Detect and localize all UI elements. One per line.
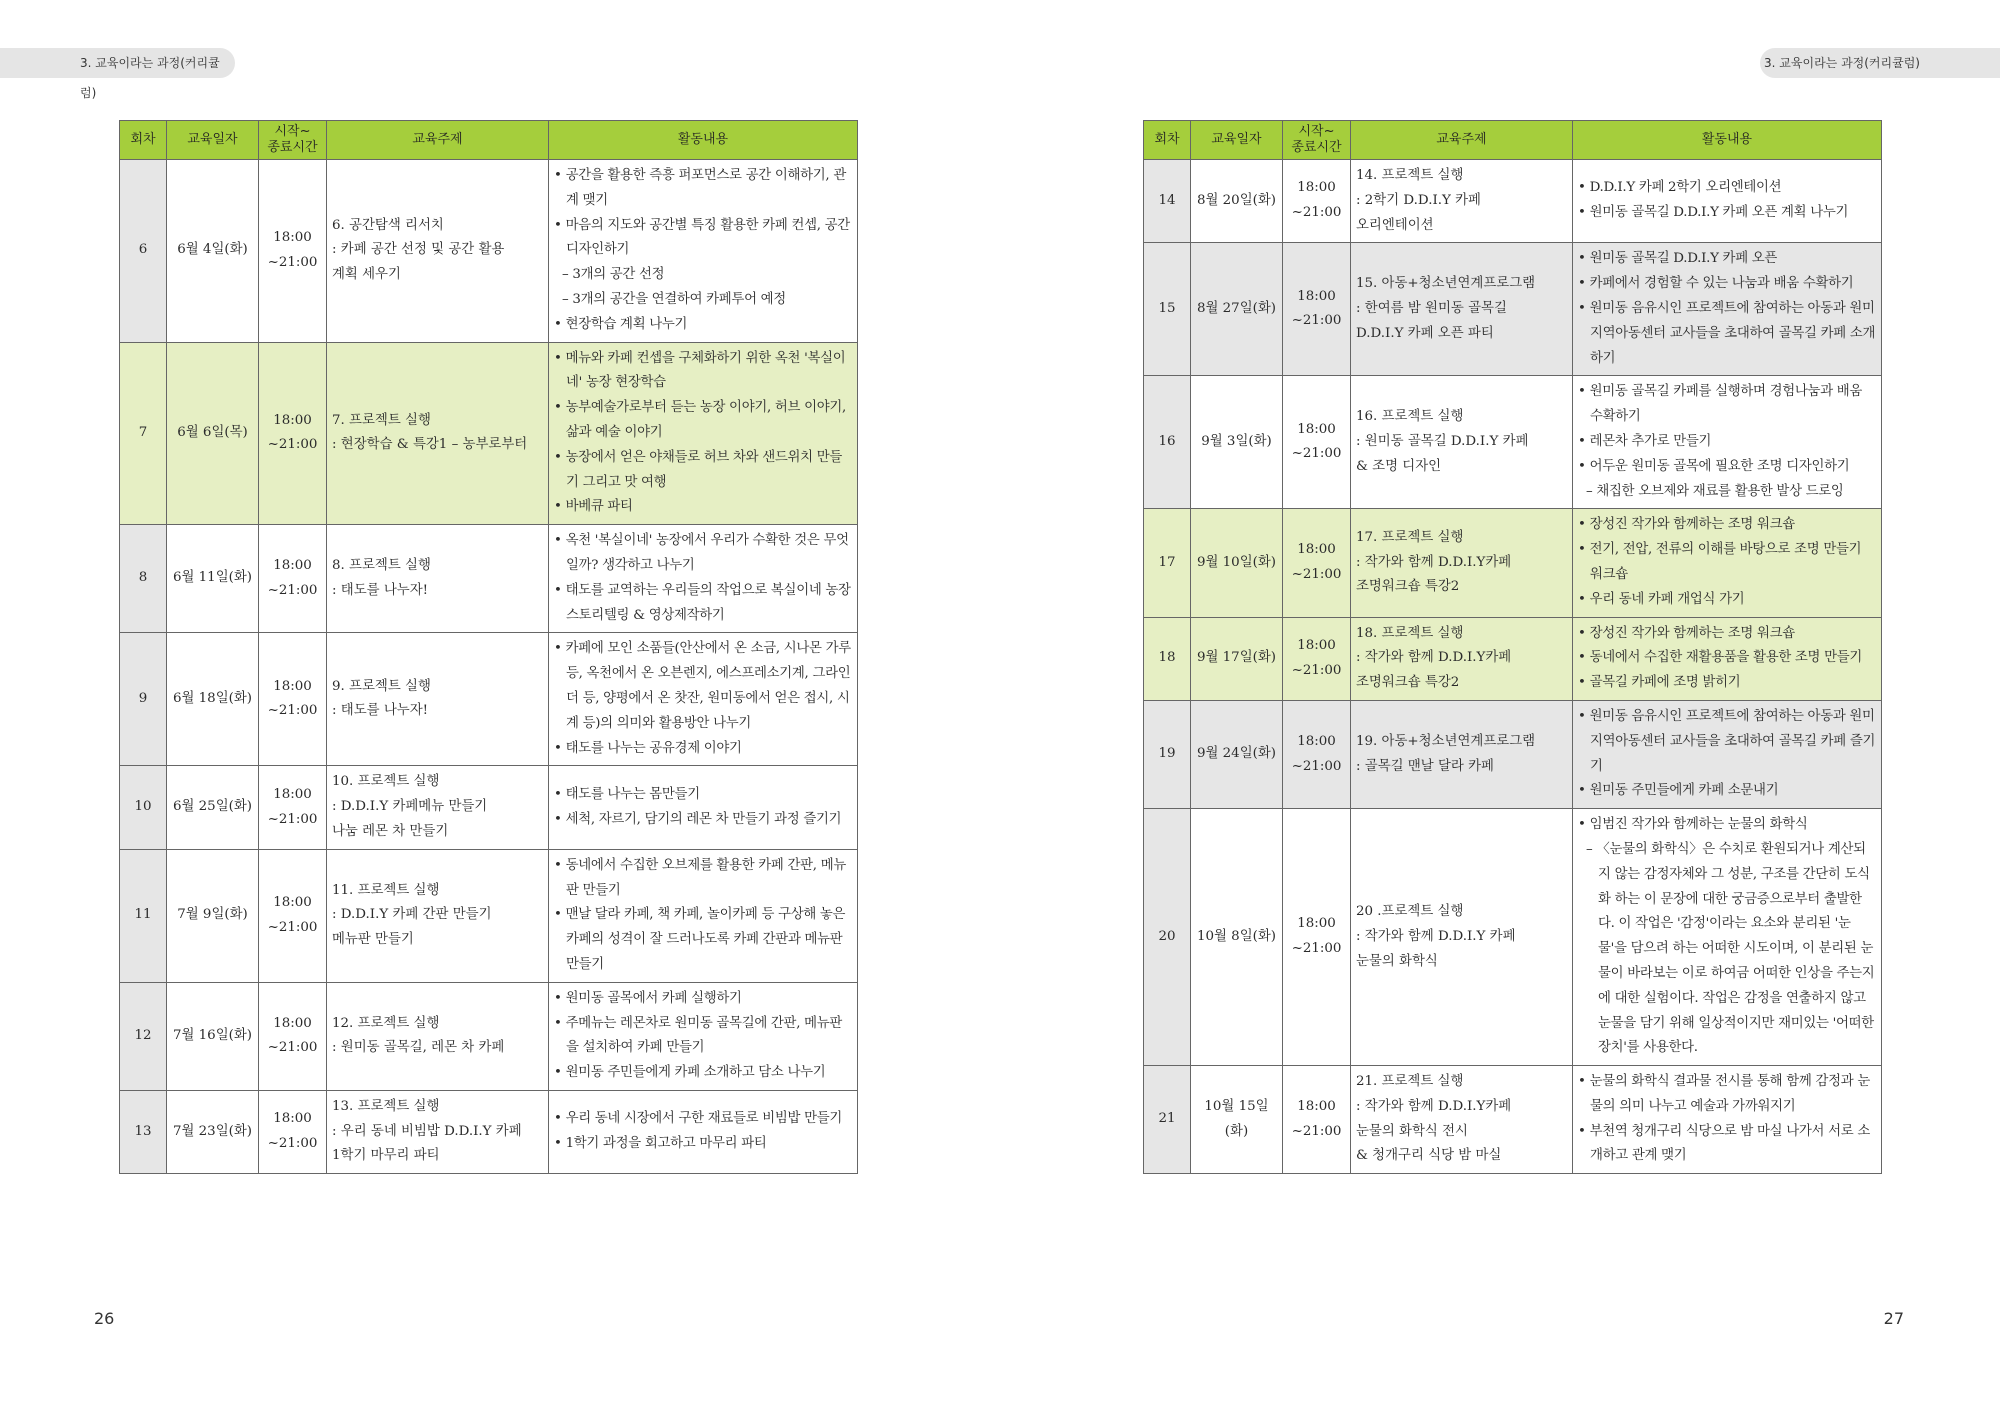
activity-item: • 맨날 달라 카페, 책 카페, 놀이카페 등 구상해 놓은 카페의 성격이 잘 드러나도록 카페 간판과 메뉴판 만들기 (554, 903, 852, 977)
session-time (259, 525, 327, 633)
session-topic: 7. 프로젝트 실행 : 현장학습 & 특강1 – 농부로부터 (327, 342, 549, 525)
activity-item: • 카페에 모인 소품들(안산에서 온 소금, 시나몬 가루 등, 옥천에서 온 오븐렌지, 에스프레소기계, 그라인더 등, 양평에서 온 찻잔, 원미동에서 얻은 접시, 시계 등)의 의미와 활용방안 나누기 (554, 637, 852, 736)
session-topic: 13. 프로젝트 실행 : 우리 동네 비빔밥 D.D.I.Y 카페 1학기 마무리 파티 (327, 1090, 549, 1173)
activity-item: • 동네에서 수집한 오브제를 활용한 카페 간판, 메뉴판 만들기 (554, 854, 852, 904)
col-activity: 활동내용 (1573, 121, 1882, 160)
activity-list (1578, 176, 1876, 226)
table-row (1144, 1066, 1882, 1174)
session-activities (1573, 617, 1882, 700)
session-time (1283, 617, 1351, 700)
session-topic: 21. 프로젝트 실행 : 작가와 함께 D.D.I.Y카페 눈물의 화학식 전시 & 청개구리 식당 밤 마실 (1351, 1066, 1573, 1174)
time-line: ~21:00 (267, 1040, 318, 1056)
session-topic: 14. 프로젝트 실행 : 2학기 D.D.I.Y 카페 오리엔테이션 (1351, 160, 1573, 243)
table-row (1144, 700, 1882, 808)
page-number-right: 27 (1883, 1309, 1904, 1328)
activity-item: • 동네에서 수집한 재활용품을 활용한 조명 만들기 (1578, 646, 1876, 671)
activity-item: • 마음의 지도와 공간별 특징 활용한 카페 컨셉, 공간 디자인하기 (554, 214, 852, 264)
activity-item: • 태도를 나누는 공유경제 이야기 (554, 737, 852, 762)
session-time (1283, 243, 1351, 376)
time-line: 18:00 (273, 1015, 312, 1031)
session-number: 13 (120, 1090, 167, 1173)
session-time (1283, 376, 1351, 509)
session-activities (1573, 243, 1882, 376)
table-row (1144, 509, 1882, 617)
session-activities (1573, 376, 1882, 509)
col-session: 회차 (1144, 121, 1191, 160)
session-time (259, 342, 327, 525)
session-date: 6월 25일(화) (167, 766, 259, 849)
activity-item: • 주메뉴는 레몬차로 원미동 골목길에 간판, 메뉴판을 설치하여 카페 만들기 (554, 1012, 852, 1062)
activity-list (554, 347, 852, 521)
activity-list (1578, 813, 1876, 1061)
activity-item: • 원미동 주민들에게 카페 소문내기 (1578, 779, 1876, 804)
session-date: 6월 6일(목) (167, 342, 259, 525)
session-number: 11 (120, 849, 167, 982)
session-number: 16 (1144, 376, 1191, 509)
time-line: ~21:00 (267, 254, 318, 270)
session-date: 10월 15일(화) (1191, 1066, 1283, 1174)
time-line: 18:00 (273, 412, 312, 428)
session-activities (549, 633, 858, 766)
session-topic: 15. 아동+청소년연계프로그램 : 한여름 밤 원미동 골목길 D.D.I.Y 카페 오픈 파티 (1351, 243, 1573, 376)
session-time (259, 849, 327, 982)
table-header-row (120, 121, 858, 160)
time-line: ~21:00 (267, 582, 318, 598)
activity-list (1578, 247, 1876, 371)
chapter-tab-left: 3. 교육이라는 과정(커리큘럼) (0, 48, 235, 78)
time-line: 18:00 (273, 894, 312, 910)
activity-item: • 원미동 음유시인 프로젝트에 참여하는 아동과 원미지역아동센터 교사들을 초대하여 골목길 카페 즐기기 (1578, 705, 1876, 779)
activity-item: • 원미동 골목에서 카페 실행하기 (554, 987, 852, 1012)
col-activity: 활동내용 (549, 121, 858, 160)
time-line: 18:00 (1297, 1098, 1336, 1114)
session-number: 20 (1144, 809, 1191, 1066)
col-time: 시작~ 종료시간 (1283, 121, 1351, 160)
session-topic: 10. 프로젝트 실행 : D.D.I.Y 카페메뉴 만들기 나눔 레몬 차 만들기 (327, 766, 549, 849)
table-row (120, 525, 858, 633)
session-activities (549, 342, 858, 525)
activity-list (554, 164, 852, 338)
activity-list (1578, 705, 1876, 804)
time-line: 18:00 (273, 1111, 312, 1127)
session-number: 21 (1144, 1066, 1191, 1174)
activity-item: • 옥천 '복실이네' 농장에서 우리가 수확한 것은 무엇일까? 생각하고 나누기 (554, 529, 852, 579)
session-topic: 20 .프로젝트 실행 : 작가와 함께 D.D.I.Y 카페 눈물의 화학식 (1351, 809, 1573, 1066)
table-body-right (1144, 160, 1882, 1174)
session-activities (549, 766, 858, 849)
session-number: 12 (120, 982, 167, 1090)
time-line: ~21:00 (267, 1136, 318, 1152)
session-topic: 9. 프로젝트 실행 : 태도를 나누자! (327, 633, 549, 766)
activity-item: • 카페에서 경험할 수 있는 나눔과 배움 수확하기 (1578, 272, 1876, 297)
time-line: ~21:00 (1291, 941, 1342, 957)
session-topic: 8. 프로젝트 실행 : 태도를 나누자! (327, 525, 549, 633)
activity-item: • D.D.I.Y 카페 2학기 오리엔테이션 (1578, 176, 1876, 201)
time-line: ~21:00 (267, 437, 318, 453)
session-activities (549, 160, 858, 343)
table-body-left (120, 160, 858, 1174)
time-line: ~21:00 (1291, 566, 1342, 582)
time-line: ~21:00 (267, 811, 318, 827)
session-number: 19 (1144, 700, 1191, 808)
table-row (1144, 160, 1882, 243)
activity-item: • 눈물의 화학식 결과물 전시를 통해 함께 감정과 눈물의 의미 나누고 예술과 가까워지기 (1578, 1070, 1876, 1120)
session-date: 7월 23일(화) (167, 1090, 259, 1173)
col-date: 교육일자 (167, 121, 259, 160)
activity-list (554, 637, 852, 761)
time-line: 18:00 (1297, 288, 1336, 304)
session-time (259, 1090, 327, 1173)
activity-item: • 레몬차 추가로 만들기 (1578, 430, 1876, 455)
activity-item: • 골목길 카페에 조명 밝히기 (1578, 671, 1876, 696)
table-row (120, 849, 858, 982)
time-line: ~21:00 (267, 919, 318, 935)
time-line: 18:00 (1297, 180, 1336, 196)
activity-item: • 농장에서 얻은 야채들로 허브 차와 샌드위치 만들기 그리고 맛 여행 (554, 446, 852, 496)
activity-item: • 세척, 자르기, 담기의 레몬 차 만들기 과정 즐기기 (554, 808, 852, 833)
session-number: 6 (120, 160, 167, 343)
activity-item: – 채집한 오브제와 재료를 활용한 발상 드로잉 (1586, 483, 1844, 499)
schedule-table-left (119, 120, 858, 1174)
activity-item: • 태도를 나누는 몸만들기 (554, 783, 852, 808)
session-date: 10월 8일(화) (1191, 809, 1283, 1066)
session-date: 6월 4일(화) (167, 160, 259, 343)
col-topic: 교육주제 (327, 121, 549, 160)
activity-list (1578, 380, 1876, 504)
activity-item: • 바베큐 파티 (554, 495, 852, 520)
activity-item: • 원미동 골목길 카페를 실행하며 경험나눔과 배움 수확하기 (1578, 380, 1876, 430)
session-date: 8월 27일(화) (1191, 243, 1283, 376)
activity-list (1578, 513, 1876, 612)
activity-item: • 장성진 작가와 함께하는 조명 워크숍 (1578, 622, 1876, 647)
col-session: 회차 (120, 121, 167, 160)
activity-list (1578, 622, 1876, 696)
activity-list (554, 529, 852, 628)
activity-item: • 현장학습 계획 나누기 (554, 313, 852, 338)
session-topic: 6. 공간탐색 리서치 : 카페 공간 선정 및 공간 활용 계획 세우기 (327, 160, 549, 343)
session-time (1283, 160, 1351, 243)
table-row (1144, 809, 1882, 1066)
activity-item: • 우리 동네 카페 개업식 가기 (1578, 588, 1876, 613)
session-number: 14 (1144, 160, 1191, 243)
time-line: ~21:00 (1291, 1123, 1342, 1139)
session-time (259, 982, 327, 1090)
activity-list (554, 987, 852, 1086)
session-number: 10 (120, 766, 167, 849)
table-row (1144, 376, 1882, 509)
activity-item: • 농부예술가로부터 듣는 농장 이야기, 허브 이야기, 삶과 예술 이야기 (554, 396, 852, 446)
time-line: ~21:00 (1291, 205, 1342, 221)
time-line: 18:00 (273, 786, 312, 802)
session-activities (1573, 809, 1882, 1066)
session-topic: 19. 아동+청소년연계프로그램 : 골목길 맨날 달라 카페 (1351, 700, 1573, 808)
session-activities (1573, 700, 1882, 808)
time-line: ~21:00 (267, 703, 318, 719)
session-activities (549, 849, 858, 982)
session-time (1283, 509, 1351, 617)
session-time (259, 160, 327, 343)
session-date: 6월 11일(화) (167, 525, 259, 633)
table-row (120, 160, 858, 343)
chapter-tab-right: 3. 교육이라는 과정(커리큘럼) (1760, 48, 2000, 78)
activity-item: • 어두운 원미동 골목에 필요한 조명 디자인하기 (1578, 455, 1876, 480)
table-row (120, 982, 858, 1090)
time-line: 18:00 (273, 229, 312, 245)
page-number-left: 26 (94, 1309, 115, 1328)
time-line: 18:00 (273, 557, 312, 573)
activity-item: • 원미동 골목길 D.D.I.Y 카페 오픈 계획 나누기 (1578, 201, 1876, 226)
session-topic: 17. 프로젝트 실행 : 작가와 함께 D.D.I.Y카페 조명워크숍 특강2 (1351, 509, 1573, 617)
session-time (1283, 700, 1351, 808)
session-time (1283, 809, 1351, 1066)
activity-item: • 우리 동네 시장에서 구한 재료들로 비빔밥 만들기 (554, 1107, 852, 1132)
session-topic: 16. 프로젝트 실행 : 원미동 골목길 D.D.I.Y 카페 & 조명 디자인 (1351, 376, 1573, 509)
activity-list (1578, 1070, 1876, 1169)
time-line: 18:00 (1297, 542, 1336, 558)
session-time (259, 766, 327, 849)
table-header-row (1144, 121, 1882, 160)
time-line: 18:00 (1297, 637, 1336, 653)
session-date: 7월 16일(화) (167, 982, 259, 1090)
col-topic: 교육주제 (1351, 121, 1573, 160)
table-row (1144, 243, 1882, 376)
time-line: ~21:00 (1291, 446, 1342, 462)
col-date: 교육일자 (1191, 121, 1283, 160)
activity-item: • 원미동 음유시인 프로젝트에 참여하는 아동과 원미지역아동센터 교사들을 초대하여 골목길 카페 소개하기 (1578, 297, 1876, 371)
table-row (120, 342, 858, 525)
session-number: 9 (120, 633, 167, 766)
session-date: 9월 17일(화) (1191, 617, 1283, 700)
activity-item: • 부천역 청개구리 식당으로 밤 마실 나가서 서로 소개하고 관계 맺기 (1578, 1120, 1876, 1170)
table-row (120, 766, 858, 849)
table-row (120, 633, 858, 766)
session-number: 17 (1144, 509, 1191, 617)
activity-item: • 임범진 작가와 함께하는 눈물의 화학식 (1578, 813, 1876, 838)
time-line: ~21:00 (1291, 758, 1342, 774)
activity-list (554, 854, 852, 978)
activity-item: • 전기, 전압, 전류의 이해를 바탕으로 조명 만들기 워크숍 (1578, 538, 1876, 588)
activity-item: – 3개의 공간을 연결하여 카페투어 예정 (562, 291, 786, 307)
session-activities (549, 1090, 858, 1173)
activity-item: • 공간을 활용한 즉흥 퍼포먼스로 공간 이해하기, 관계 맺기 (554, 164, 852, 214)
session-time (1283, 1066, 1351, 1174)
session-date: 6월 18일(화) (167, 633, 259, 766)
session-activities (1573, 160, 1882, 243)
session-date: 7월 9일(화) (167, 849, 259, 982)
table-row (1144, 617, 1882, 700)
session-number: 7 (120, 342, 167, 525)
session-activities (549, 982, 858, 1090)
session-activities (1573, 1066, 1882, 1174)
time-line: ~21:00 (1291, 662, 1342, 678)
session-topic: 12. 프로젝트 실행 : 원미동 골목길, 레몬 차 카페 (327, 982, 549, 1090)
session-activities (1573, 509, 1882, 617)
activity-list (554, 1107, 852, 1157)
activity-item: • 1학기 과정을 회고하고 마무리 파티 (554, 1132, 852, 1157)
session-topic: 18. 프로젝트 실행 : 작가와 함께 D.D.I.Y카페 조명워크숍 특강2 (1351, 617, 1573, 700)
session-number: 8 (120, 525, 167, 633)
time-line: 18:00 (1297, 421, 1336, 437)
session-date: 9월 3일(화) (1191, 376, 1283, 509)
session-topic: 11. 프로젝트 실행 : D.D.I.Y 카페 간판 만들기 메뉴판 만들기 (327, 849, 549, 982)
activity-item: – 〈눈물의 화학식〉은 수치로 환원되거나 계산되지 않는 감정자체와 그 성분, 구조를 간단히 도식화 하는 이 문장에 대한 궁금증으로부터 출발한다. 이 작업은 '감정'이라는 요소와 분리된 '눈물'을 담으려 하는 어떠한 시도이며, 이 분리된 눈물이 바라보는 이로 하여금 어떠한 인상을 주는지에 대한 실험이다. 작업은 감정을 연출하지 않고 눈물을 담기 위해 일상적이지만 재미있는 '어떠한 장치'를 사용한다. (1586, 841, 1875, 1056)
time-line: 18:00 (273, 678, 312, 694)
session-activities (549, 525, 858, 633)
col-time: 시작~ 종료시간 (259, 121, 327, 160)
activity-item: • 메뉴와 카페 컨셉을 구체화하기 위한 옥천 '복실이네' 농장 현장학습 (554, 347, 852, 397)
session-date: 9월 24일(화) (1191, 700, 1283, 808)
activity-item: • 태도를 교역하는 우리들의 작업으로 복실이네 농장 스토리텔링 & 영상제작하기 (554, 579, 852, 629)
activity-item: – 3개의 공간 선정 (562, 267, 665, 283)
time-line: 18:00 (1297, 916, 1336, 932)
session-number: 18 (1144, 617, 1191, 700)
session-number: 15 (1144, 243, 1191, 376)
table-row (120, 1090, 858, 1173)
time-line: ~21:00 (1291, 313, 1342, 329)
session-time (259, 633, 327, 766)
time-line: 18:00 (1297, 733, 1336, 749)
activity-item: • 장성진 작가와 함께하는 조명 워크숍 (1578, 513, 1876, 538)
activity-list (554, 783, 852, 833)
schedule-table-right (1143, 120, 1882, 1174)
session-date: 8월 20일(화) (1191, 160, 1283, 243)
activity-item: • 원미동 골목길 D.D.I.Y 카페 오픈 (1578, 247, 1876, 272)
session-date: 9월 10일(화) (1191, 509, 1283, 617)
activity-item: • 원미동 주민들에게 카페 소개하고 담소 나누기 (554, 1061, 852, 1086)
